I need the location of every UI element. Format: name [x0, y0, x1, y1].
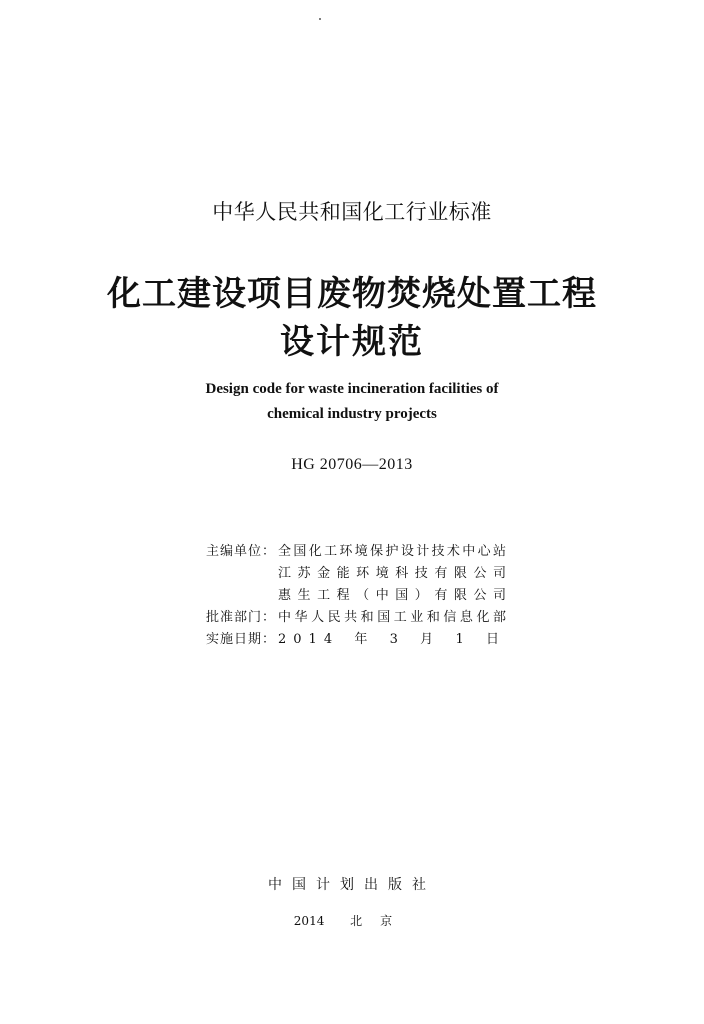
chief-editor-label: 主编单位： — [206, 544, 277, 559]
chief-editor-1: 全国化工环境保护设计技术中心站 — [278, 544, 506, 559]
title-en-line2: chemical industry projects — [267, 406, 437, 422]
publisher: 中国计划出版社 — [268, 877, 436, 893]
publish-city: 北京 — [350, 914, 411, 928]
info-row-approval — [206, 607, 506, 629]
title-en-line1: Design code for waste incineration facilities of — [205, 381, 499, 397]
publish-year: 2014 — [293, 914, 325, 928]
effective-date-value: 2014年3月1日 — [278, 632, 506, 647]
publication-place-line — [0, 912, 704, 929]
title-zh-line2: 设计规范 — [280, 322, 424, 362]
standard-category: 中华人民共和国化工行业标准 — [212, 200, 492, 224]
chief-editor-2: 江苏金能环境科技有限公司 — [278, 566, 506, 581]
effective-date-label: 实施日期： — [206, 632, 277, 647]
info-row-chief-editor — [206, 541, 506, 563]
info-block — [206, 541, 506, 651]
title-zh-line1: 化工建设项目废物焚烧处置工程 — [107, 274, 597, 314]
info-row-effective-date — [206, 629, 506, 651]
info-row-chief-editor-3 — [206, 585, 506, 607]
info-row-chief-editor-2 — [206, 563, 506, 585]
scan-speck — [319, 18, 321, 20]
approval-value: 中华人民共和国工业和信息化部 — [278, 610, 506, 625]
standard-number: HG 20706—2013 — [291, 456, 413, 473]
chief-editor-3: 惠生工程（中国）有限公司 — [278, 588, 506, 603]
info-label-spacer — [206, 585, 278, 607]
approval-label: 批准部门： — [206, 610, 277, 625]
info-label-spacer — [206, 563, 278, 585]
